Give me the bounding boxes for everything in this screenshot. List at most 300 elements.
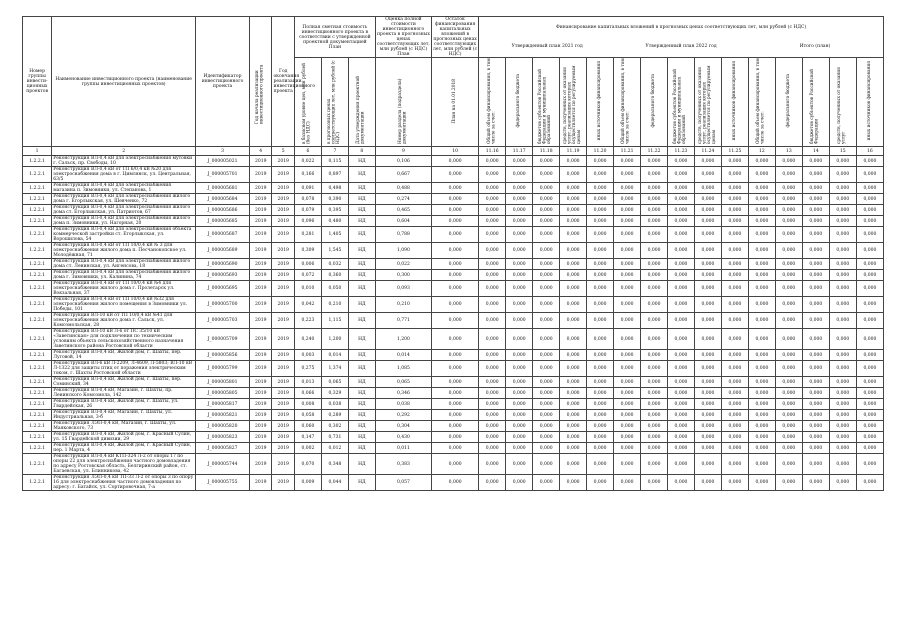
row-group-number: 1.2.2.1 xyxy=(23,167,52,183)
column-number: 7 xyxy=(321,147,348,156)
row-financing-value: 0,000 xyxy=(748,475,775,491)
row-financing-value: 0,000 xyxy=(479,350,506,361)
column-number: 11.18 xyxy=(533,147,560,156)
row-financing-value: 0,000 xyxy=(721,421,748,432)
row-financing-value: 0,000 xyxy=(614,329,641,350)
column-number: 11.16 xyxy=(479,147,506,156)
row-year-start: 2019 xyxy=(250,432,272,443)
row-financing-value: 0,000 xyxy=(829,205,856,216)
row-financing-value: 0,000 xyxy=(506,216,533,227)
row-financing-value: 0,000 xyxy=(479,156,506,167)
row-year-start: 2019 xyxy=(250,270,272,281)
row-financing-value: 0,000 xyxy=(479,399,506,410)
row-cost-forecast: 1,374 xyxy=(321,361,348,377)
row-financing-value: 0,000 xyxy=(641,183,668,194)
row-financing-value: 0,000 xyxy=(829,432,856,443)
row-financing-value: 0,000 xyxy=(694,377,721,388)
row-project-id: J_000005700 xyxy=(196,297,250,313)
row-financing-value: 0,000 xyxy=(775,205,802,216)
row-financing-value: 0,000 xyxy=(748,388,775,399)
row-financing-value: 0,000 xyxy=(694,183,721,194)
row-financing-value: 0,000 xyxy=(506,297,533,313)
row-project-id: J_000005805 xyxy=(196,388,250,399)
row-financing-value: 0,000 xyxy=(560,421,587,432)
column-number-row xyxy=(23,147,884,156)
header-full-cost-plan: План xyxy=(328,44,342,50)
row-financing-value: 0,000 xyxy=(587,205,614,216)
row-cost-forecast: 0,480 xyxy=(321,216,348,227)
row-financing-value: 0,000 xyxy=(668,216,695,227)
row-estimate: 0,788 xyxy=(375,227,431,243)
row-financing-value: 0,000 xyxy=(614,361,641,377)
row-cost-base: 0,096 xyxy=(294,216,321,227)
row-remaining: 0,000 xyxy=(432,227,479,243)
row-financing-value: 0,000 xyxy=(587,183,614,194)
row-financing-value: 0,000 xyxy=(479,243,506,259)
row-financing-value: 0,000 xyxy=(668,313,695,329)
row-financing-value: 0,000 xyxy=(533,183,560,194)
row-approval-date: НД xyxy=(348,350,375,361)
row-financing-value: 0,000 xyxy=(856,329,883,350)
row-financing-value: 0,000 xyxy=(721,259,748,270)
row-estimate: 0,465 xyxy=(375,205,431,216)
row-cost-base: 0,060 xyxy=(294,421,321,432)
row-approval-date: НД xyxy=(348,475,375,491)
row-financing-value: 0,000 xyxy=(533,388,560,399)
row-financing-value: 0,000 xyxy=(694,475,721,491)
header-financing-source: средств, полученных от оказания услуг, реализация которых осуществляется по регулируемым ценам xyxy=(694,58,721,147)
row-financing-value: 0,000 xyxy=(587,432,614,443)
row-financing-value: 0,000 xyxy=(614,281,641,297)
row-financing-value: 0,000 xyxy=(748,421,775,432)
row-financing-value: 0,000 xyxy=(856,410,883,421)
row-remaining: 0,000 xyxy=(432,156,479,167)
row-financing-value: 0,000 xyxy=(775,216,802,227)
row-financing-value: 0,000 xyxy=(748,432,775,443)
row-financing-value: 0,000 xyxy=(721,194,748,205)
row-financing-value: 0,000 xyxy=(721,475,748,491)
header-financing-source: иных источников финансирования xyxy=(721,58,748,147)
row-financing-value: 0,000 xyxy=(614,443,641,454)
row-project-id: J_000005744 xyxy=(196,454,250,475)
row-financing-value: 0,000 xyxy=(506,454,533,475)
row-financing-value: 0,000 xyxy=(506,475,533,491)
row-financing-value: 0,000 xyxy=(694,361,721,377)
header-total: Итого (план) xyxy=(799,44,831,49)
row-estimate: 1,200 xyxy=(375,329,431,350)
row-approval-date: НД xyxy=(348,399,375,410)
row-approval-date: НД xyxy=(348,313,375,329)
row-financing-value: 0,000 xyxy=(721,399,748,410)
row-financing-value: 0,000 xyxy=(587,388,614,399)
row-financing-value: 0,000 xyxy=(641,350,668,361)
row-project-name: Реконструкция ВЛ-0,4 кВ для электроснабжения жилого дома п. Зимовники, ул. Нагорная, 20 xyxy=(52,216,196,227)
row-financing-value: 0,000 xyxy=(856,297,883,313)
row-approval-date: НД xyxy=(348,443,375,454)
row-financing-value: 0,000 xyxy=(775,454,802,475)
row-year-start: 2019 xyxy=(250,167,272,183)
row-financing-value: 0,000 xyxy=(479,167,506,183)
row-financing-value: 0,000 xyxy=(533,350,560,361)
row-financing-value: 0,000 xyxy=(614,388,641,399)
row-financing-value: 0,000 xyxy=(587,399,614,410)
row-financing-value: 0,000 xyxy=(587,454,614,475)
row-financing-value: 0,000 xyxy=(748,410,775,421)
row-financing-value: 0,000 xyxy=(748,281,775,297)
row-financing-value: 0,000 xyxy=(614,350,641,361)
row-year-start: 2019 xyxy=(250,156,272,167)
row-approval-date: НД xyxy=(348,297,375,313)
row-financing-value: 0,000 xyxy=(560,313,587,329)
row-financing-value: 0,000 xyxy=(856,361,883,377)
row-financing-value: 0,000 xyxy=(587,350,614,361)
table-row xyxy=(23,350,884,361)
table-row xyxy=(23,454,884,475)
row-financing-value: 0,000 xyxy=(479,281,506,297)
row-financing-value: 0,000 xyxy=(775,167,802,183)
row-financing-value: 0,000 xyxy=(560,454,587,475)
row-project-id: J_000005690 xyxy=(196,259,250,270)
row-estimate: 0,667 xyxy=(375,167,431,183)
row-financing-value: 0,000 xyxy=(856,421,883,432)
table-row xyxy=(23,297,884,313)
row-financing-value: 0,000 xyxy=(587,443,614,454)
row-financing-value: 0,000 xyxy=(829,313,856,329)
row-financing-value: 0,000 xyxy=(829,194,856,205)
row-financing-value: 0,000 xyxy=(668,297,695,313)
row-financing-value: 0,000 xyxy=(587,259,614,270)
row-group-number: 1.2.2.1 xyxy=(23,227,52,243)
row-financing-value: 0,000 xyxy=(560,216,587,227)
row-financing-value: 0,000 xyxy=(775,227,802,243)
row-financing-value: 0,000 xyxy=(614,270,641,281)
row-year-end: 2019 xyxy=(272,270,294,281)
row-financing-value: 0,000 xyxy=(560,281,587,297)
row-financing-value: 0,000 xyxy=(694,388,721,399)
table-row xyxy=(23,183,884,194)
row-financing-value: 0,000 xyxy=(802,377,829,388)
row-financing-value: 0,000 xyxy=(506,399,533,410)
header-years xyxy=(480,44,882,49)
row-financing-value: 0,000 xyxy=(856,194,883,205)
row-remaining: 0,000 xyxy=(432,361,479,377)
column-number: 11.24 xyxy=(694,147,721,156)
row-project-name: Реконструкция ВЛ-0,4 кВ для электроснабжения жилого дома г. Зимовники, ул. Калинина, 74 xyxy=(52,270,196,281)
row-financing-value: 0,000 xyxy=(829,243,856,259)
row-financing-value: 0,000 xyxy=(506,156,533,167)
row-financing-value: 0,000 xyxy=(587,156,614,167)
row-financing-value: 0,000 xyxy=(533,194,560,205)
row-financing-value: 0,000 xyxy=(829,399,856,410)
row-cost-base: 0,281 xyxy=(294,227,321,243)
row-cost-forecast: 0,065 xyxy=(321,377,348,388)
header-financing-source: федерального бюджета xyxy=(641,58,668,147)
row-financing-value: 0,000 xyxy=(856,475,883,491)
row-approval-date: НД xyxy=(348,167,375,183)
header-cost-forecast: в прогнозных ценах соответствующих лет, млн рублей (с НДС) xyxy=(321,58,348,147)
row-project-name: Реконструкция ЛЭП-0,4 кВ ТП-33 Л-2 от опоры 3 по опору 16 для электроснабжения частного домовладения по адресу: г. Батайск, ул. Сортировочная, 7-а xyxy=(52,475,196,491)
row-financing-value: 0,000 xyxy=(641,475,668,491)
header-financing-source: Общий объем финансирования, в том числе за счет: xyxy=(748,58,775,147)
row-remaining: 0,000 xyxy=(432,443,479,454)
row-financing-value: 0,000 xyxy=(506,270,533,281)
row-financing-value: 0,000 xyxy=(668,156,695,167)
row-estimate: 0,057 xyxy=(375,475,431,491)
row-year-end: 2019 xyxy=(272,350,294,361)
column-number: 11.21 xyxy=(614,147,641,156)
header-financing-source: бюджетов субъектов Российской Федерации и муниципальных образований xyxy=(533,58,560,147)
row-financing-value: 0,000 xyxy=(775,350,802,361)
row-project-id: J_000005687 xyxy=(196,227,250,243)
column-number: 11.19 xyxy=(560,147,587,156)
row-financing-value: 0,000 xyxy=(641,377,668,388)
row-financing-value: 0,000 xyxy=(775,270,802,281)
row-financing-value: 0,000 xyxy=(533,377,560,388)
row-financing-value: 0,000 xyxy=(479,454,506,475)
row-financing-value: 0,000 xyxy=(748,259,775,270)
row-financing-value: 0,000 xyxy=(748,227,775,243)
row-year-start: 2019 xyxy=(250,454,272,475)
row-group-number: 1.2.2.1 xyxy=(23,377,52,388)
row-cost-base: 0,066 xyxy=(294,388,321,399)
row-project-id: J_000005820 xyxy=(196,421,250,432)
row-financing-value: 0,000 xyxy=(533,454,560,475)
row-cost-base: 0,006 xyxy=(294,259,321,270)
row-estimate: 0,300 xyxy=(375,270,431,281)
row-financing-value: 0,000 xyxy=(721,410,748,421)
row-financing-value: 0,000 xyxy=(641,313,668,329)
row-financing-value: 0,000 xyxy=(641,194,668,205)
row-group-number: 1.2.2.1 xyxy=(23,443,52,454)
row-remaining: 0,000 xyxy=(432,432,479,443)
row-year-start: 2019 xyxy=(250,361,272,377)
row-financing-value: 0,000 xyxy=(587,329,614,350)
row-financing-value: 0,000 xyxy=(802,432,829,443)
row-year-start: 2019 xyxy=(250,350,272,361)
row-cost-forecast: 0,302 xyxy=(321,421,348,432)
row-financing-value: 0,000 xyxy=(533,270,560,281)
row-project-name: Реконструкция ВЛ-0,4 кВ КТП-324 Л-2 от опоры 17 по опоры 22 для электроснабжения частного домовладения по адресу Ростовская область, Белгиринский район, ст. Багаевская, ул. Блинникова, 42 xyxy=(52,454,196,475)
row-financing-value: 0,000 xyxy=(775,361,802,377)
row-financing-value: 0,000 xyxy=(668,167,695,183)
row-cost-forecast: 1,405 xyxy=(321,227,348,243)
row-estimate: 0,488 xyxy=(375,183,431,194)
column-number: 5 xyxy=(272,147,294,156)
row-financing-value: 0,000 xyxy=(614,183,641,194)
row-cost-forecast: 1,200 xyxy=(321,329,348,350)
header-cost-base: в базисном уровне цен, млн рублей (без НДС) xyxy=(294,58,321,147)
row-project-name: Реконструкция ВЛ-0,4 кВ от ТП 6/0,4 кВ №20 для электроснабжения дома в г. Цимлянск, ул. Центральная, 63/5 xyxy=(52,167,196,183)
row-financing-value: 0,000 xyxy=(587,167,614,183)
row-remaining: 0,000 xyxy=(432,410,479,421)
table-row xyxy=(23,399,884,410)
row-financing-value: 0,000 xyxy=(614,399,641,410)
row-financing-value: 0,000 xyxy=(641,259,668,270)
row-financing-value: 0,000 xyxy=(587,243,614,259)
row-financing-value: 0,000 xyxy=(533,421,560,432)
row-year-end: 2019 xyxy=(272,329,294,350)
row-financing-value: 0,000 xyxy=(533,443,560,454)
row-cost-base: 0,072 xyxy=(294,270,321,281)
row-group-number: 1.2.2.1 xyxy=(23,410,52,421)
row-financing-value: 0,000 xyxy=(506,388,533,399)
column-number: 3 xyxy=(196,147,250,156)
row-cost-forecast: 0,032 xyxy=(321,259,348,270)
row-financing-value: 0,000 xyxy=(721,454,748,475)
row-project-name: Реконструкция ВЛ-0,4 кВ, Жилой дом, г. Красный Сулин, пер. 1 Марта, 4 xyxy=(52,443,196,454)
row-financing-value: 0,000 xyxy=(721,313,748,329)
row-financing-value: 0,000 xyxy=(533,361,560,377)
row-financing-value: 0,000 xyxy=(802,156,829,167)
row-cost-base: 0,309 xyxy=(294,243,321,259)
row-financing-value: 0,000 xyxy=(748,205,775,216)
row-financing-value: 0,000 xyxy=(829,183,856,194)
row-year-end: 2019 xyxy=(272,377,294,388)
row-financing-value: 0,000 xyxy=(856,205,883,216)
row-financing-value: 0,000 xyxy=(694,205,721,216)
row-approval-date: НД xyxy=(348,421,375,432)
row-cost-forecast: 0,038 xyxy=(321,399,348,410)
row-approval-date: НД xyxy=(348,377,375,388)
header-financing-source: бюджетов субъектов Российской Федерации и муниципальных образований xyxy=(668,58,695,147)
row-financing-value: 0,000 xyxy=(802,399,829,410)
row-financing-value: 0,000 xyxy=(560,297,587,313)
row-cost-base: 0,070 xyxy=(294,454,321,475)
row-remaining: 0,000 xyxy=(432,350,479,361)
row-financing-value: 0,000 xyxy=(694,270,721,281)
row-year-start: 2019 xyxy=(250,475,272,491)
row-financing-value: 0,000 xyxy=(614,205,641,216)
column-number: 11.23 xyxy=(668,147,695,156)
row-cost-base: 0,013 xyxy=(294,377,321,388)
row-financing-value: 0,000 xyxy=(668,270,695,281)
table-row xyxy=(23,194,884,205)
row-project-name: Реконструкция ВЛ-0,4 кВ для электроснабжения жилого дома ст. Ленинская, ул. Ангенсова, 18 xyxy=(52,259,196,270)
header-full-cost: Полная сметная стоимость инвестиционного проекта в соответствии с утвержденной проектной документацией План xyxy=(294,17,375,58)
table-row xyxy=(23,410,884,421)
row-year-end: 2019 xyxy=(272,243,294,259)
row-financing-value: 0,000 xyxy=(694,243,721,259)
row-cost-forecast: 0,115 xyxy=(321,156,348,167)
row-financing-value: 0,000 xyxy=(748,270,775,281)
row-financing-value: 0,000 xyxy=(641,443,668,454)
row-financing-value: 0,000 xyxy=(533,297,560,313)
row-remaining: 0,000 xyxy=(432,329,479,350)
column-number: 11.17 xyxy=(506,147,533,156)
row-financing-value: 0,000 xyxy=(829,216,856,227)
row-year-start: 2019 xyxy=(250,410,272,421)
row-financing-value: 0,000 xyxy=(748,350,775,361)
row-financing-value: 0,000 xyxy=(802,410,829,421)
table-row xyxy=(23,243,884,259)
row-project-id: J_000005856 xyxy=(196,350,250,361)
row-remaining: 0,000 xyxy=(432,421,479,432)
row-financing-value: 0,000 xyxy=(748,243,775,259)
row-financing-value: 0,000 xyxy=(829,475,856,491)
row-cost-forecast: 0,395 xyxy=(321,205,348,216)
row-estimate: 0,011 xyxy=(375,443,431,454)
row-year-end: 2019 xyxy=(272,281,294,297)
row-financing-value: 0,000 xyxy=(668,329,695,350)
row-financing-value: 0,000 xyxy=(587,227,614,243)
row-financing-value: 0,000 xyxy=(775,377,802,388)
row-financing-value: 0,000 xyxy=(614,243,641,259)
row-group-number: 1.2.2.1 xyxy=(23,183,52,194)
row-year-start: 2019 xyxy=(250,377,272,388)
row-financing-value: 0,000 xyxy=(506,281,533,297)
row-financing-value: 0,000 xyxy=(694,454,721,475)
row-financing-value: 0,000 xyxy=(614,167,641,183)
column-number: 1 xyxy=(23,147,52,156)
row-approval-date: НД xyxy=(348,410,375,421)
row-financing-value: 0,000 xyxy=(748,183,775,194)
row-financing-value: 0,000 xyxy=(694,227,721,243)
row-financing-value: 0,000 xyxy=(587,361,614,377)
row-cost-forecast: 0,390 xyxy=(321,194,348,205)
row-financing-value: 0,000 xyxy=(560,399,587,410)
row-financing-value: 0,000 xyxy=(694,410,721,421)
row-financing-value: 0,000 xyxy=(533,156,560,167)
row-financing-value: 0,000 xyxy=(802,443,829,454)
row-financing-value: 0,000 xyxy=(587,281,614,297)
row-financing-value: 0,000 xyxy=(694,399,721,410)
row-financing-value: 0,000 xyxy=(802,243,829,259)
row-remaining: 0,000 xyxy=(432,183,479,194)
row-financing-value: 0,000 xyxy=(587,216,614,227)
header-financing-source: федерального бюджета xyxy=(506,58,533,147)
row-financing-value: 0,000 xyxy=(587,410,614,421)
row-financing-value: 0,000 xyxy=(775,399,802,410)
row-financing-value: 0,000 xyxy=(775,281,802,297)
row-cost-forecast: 0,289 xyxy=(321,410,348,421)
row-cost-forecast: 0,498 xyxy=(321,183,348,194)
row-year-end: 2019 xyxy=(272,361,294,377)
row-cost-base: 0,240 xyxy=(294,329,321,350)
row-financing-value: 0,000 xyxy=(533,259,560,270)
column-number: 11.25 xyxy=(721,147,748,156)
row-approval-date: НД xyxy=(348,183,375,194)
row-financing-value: 0,000 xyxy=(587,270,614,281)
row-financing-value: 0,000 xyxy=(802,183,829,194)
row-financing-value: 0,000 xyxy=(802,297,829,313)
row-financing-value: 0,000 xyxy=(587,297,614,313)
row-financing-value: 0,000 xyxy=(829,421,856,432)
row-financing-value: 0,000 xyxy=(668,421,695,432)
row-project-name: Реконструкция ВЛ-0,4 кВ, Жилой дом, г. Шахты, пер. Соминский, 34 xyxy=(52,377,196,388)
row-estimate: 0,274 xyxy=(375,194,431,205)
header-remaining-plan: План на 01.01.2018 xyxy=(432,58,479,147)
row-financing-value: 0,000 xyxy=(533,475,560,491)
row-financing-value: 0,000 xyxy=(694,156,721,167)
header-financing-source: иных источников финансирования xyxy=(587,58,614,147)
row-cost-base: 0,147 xyxy=(294,432,321,443)
row-year-start: 2019 xyxy=(250,259,272,270)
row-project-id: J_000005689 xyxy=(196,243,250,259)
row-financing-value: 0,000 xyxy=(856,388,883,399)
row-year-end: 2019 xyxy=(272,443,294,454)
row-financing-value: 0,000 xyxy=(560,329,587,350)
row-financing-value: 0,000 xyxy=(560,361,587,377)
row-estimate: 1,085 xyxy=(375,361,431,377)
row-financing-value: 0,000 xyxy=(479,475,506,491)
row-financing-value: 0,000 xyxy=(560,183,587,194)
row-cost-base: 0,275 xyxy=(294,361,321,377)
row-remaining: 0,000 xyxy=(432,377,479,388)
row-financing-value: 0,000 xyxy=(748,194,775,205)
row-approval-date: НД xyxy=(348,227,375,243)
row-financing-value: 0,000 xyxy=(614,227,641,243)
row-financing-value: 0,000 xyxy=(775,243,802,259)
